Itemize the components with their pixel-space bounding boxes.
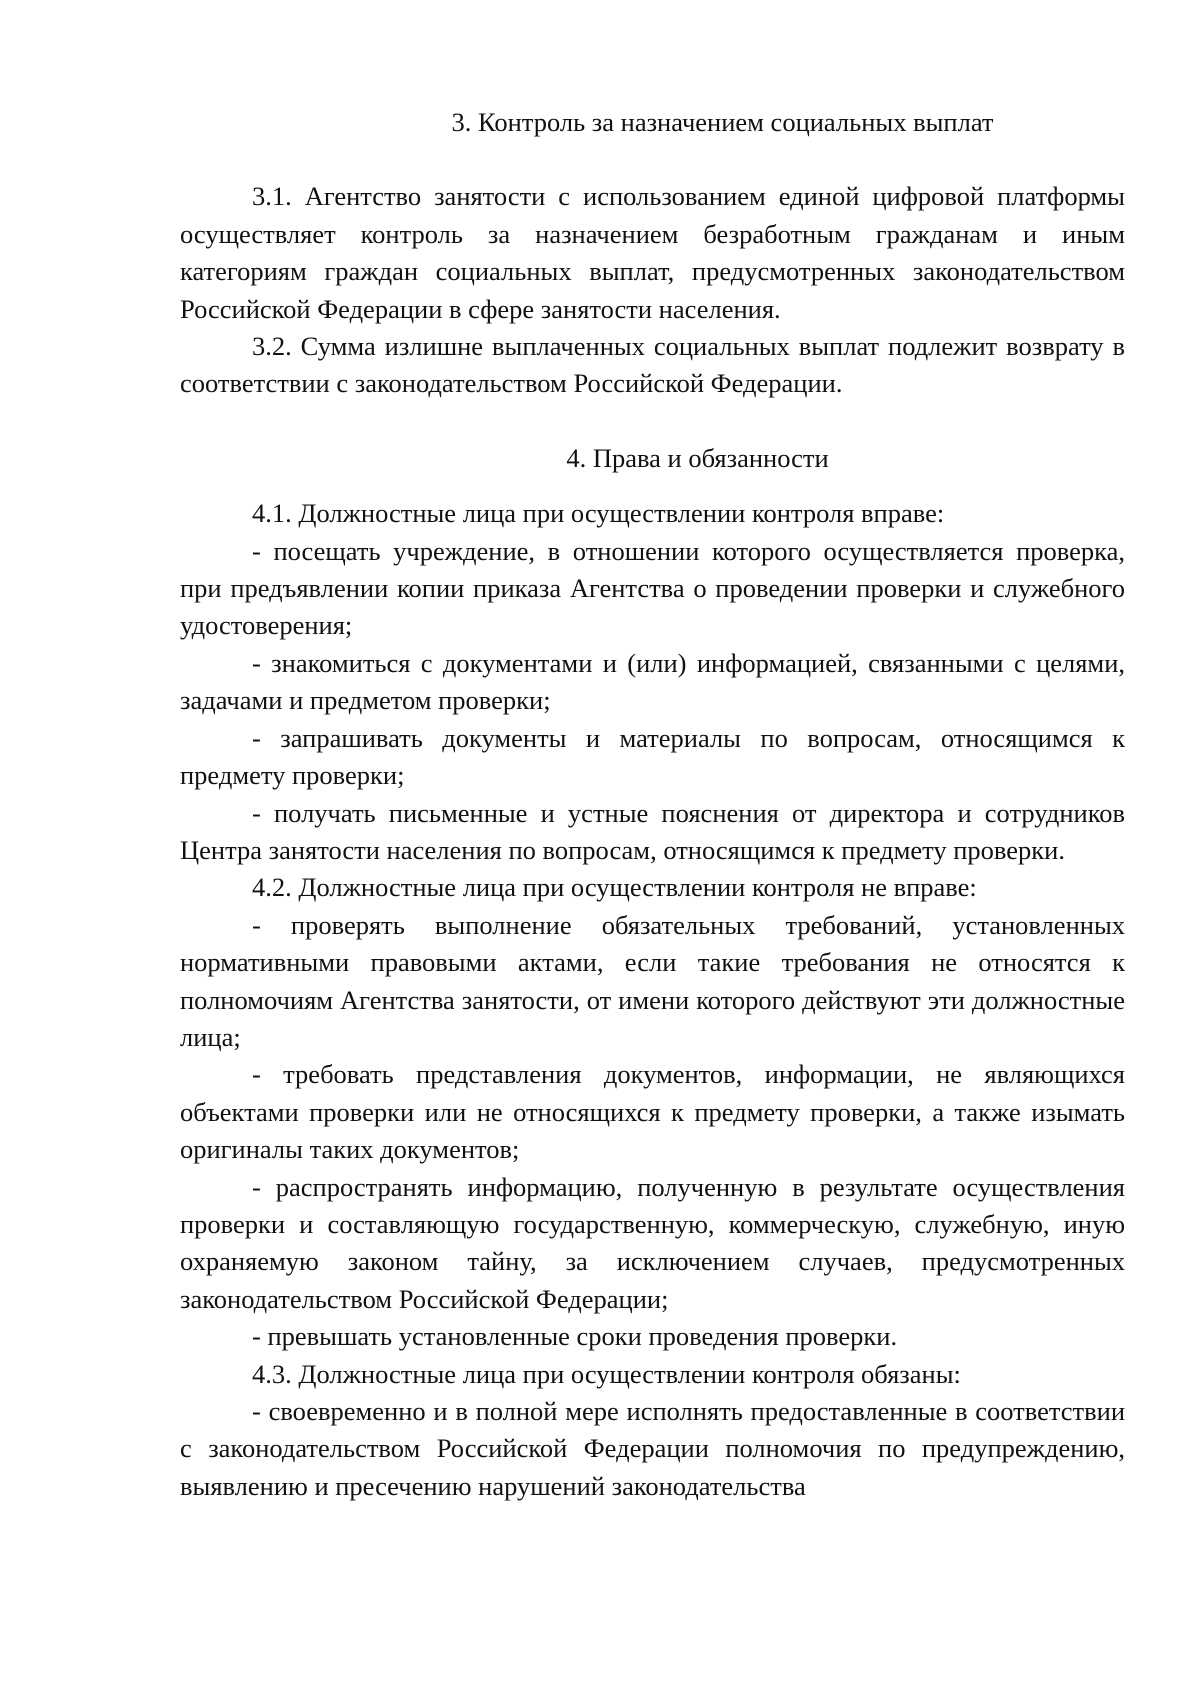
document-body: [180, 104, 1125, 1505]
paragraph-3-2: 3.2. Сумма излишне выплаченных социальных выплат подлежит возврату в соответствии с законодательством Российской Федерации.: [180, 331, 1125, 399]
list-item-4-2-check-requirements: - проверять выполнение обязательных требований, установленных нормативными правовыми актами, если такие требования не относятся к полномочиям Агентства занятости, от имени которого действуют эти должностные лица;: [180, 909, 1125, 1052]
list-item-4-1-visit: - посещать учреждение, в отношении которого осуществляется проверка, при предъявлении копии приказа Агентства о проведении проверки и служебного удостоверения;: [180, 535, 1125, 641]
paragraph-3-1: 3.1. Агентство занятости с использованием единой цифровой платформы осуществляет контроль за назначением безработным гражданам и иным категориям граждан социальных выплат, предусмотренных законодательством Российской Федерации в сфере занятости населения.: [180, 181, 1125, 324]
list-item-4-2-demand-documents: - требовать представления документов, информации, не являющихся объектами проверки или не относящихся к предмету проверки, а также изымать оригиналы таких документов;: [180, 1059, 1125, 1165]
section-4-heading: 4. Права и обязанности: [566, 442, 829, 473]
list-item-4-1-request-materials: - запрашивать документы и материалы по вопросам, относящимся к предмету проверки;: [180, 722, 1125, 791]
list-item-4-3-exercise-powers: - своевременно и в полной мере исполнять предоставленные в соответствии с законодательством Российской Федерации полномочия по предупреждению, выявлению и пресечению нарушений законодательства: [180, 1396, 1125, 1501]
list-item-4-2-exceed-deadlines: - превышать установленные сроки проведения проверки.: [252, 1321, 898, 1352]
list-item-4-1-review-documents: - знакомиться с документами и (или) информацией, связанными с целями, задачами и предметом проверки;: [180, 647, 1125, 716]
list-item-4-2-disclose-information: - распространять информацию, полученную в результате осуществления проверки и составляющую государственную, коммерческую, служебную, иную охраняемую законом тайну, за исключением случаев, предусмотренных законодательством Российской Федерации;: [180, 1171, 1125, 1314]
list-item-4-1-obtain-explanations: - получать письменные и устные пояснения от директора и сотрудников Центра занятости населения по вопросам, относящимся к предмету проверки.: [180, 797, 1125, 865]
paragraph-4-3: 4.3. Должностные лица при осуществлении контроля обязаны:: [252, 1358, 961, 1389]
section-3-heading: 3. Контроль за назначением социальных выплат: [451, 107, 994, 137]
paragraph-4-1: 4.1. Должностные лица при осуществлении контроля вправе:: [252, 498, 945, 529]
paragraph-4-2: 4.2. Должностные лица при осуществлении контроля не вправе:: [252, 872, 977, 903]
